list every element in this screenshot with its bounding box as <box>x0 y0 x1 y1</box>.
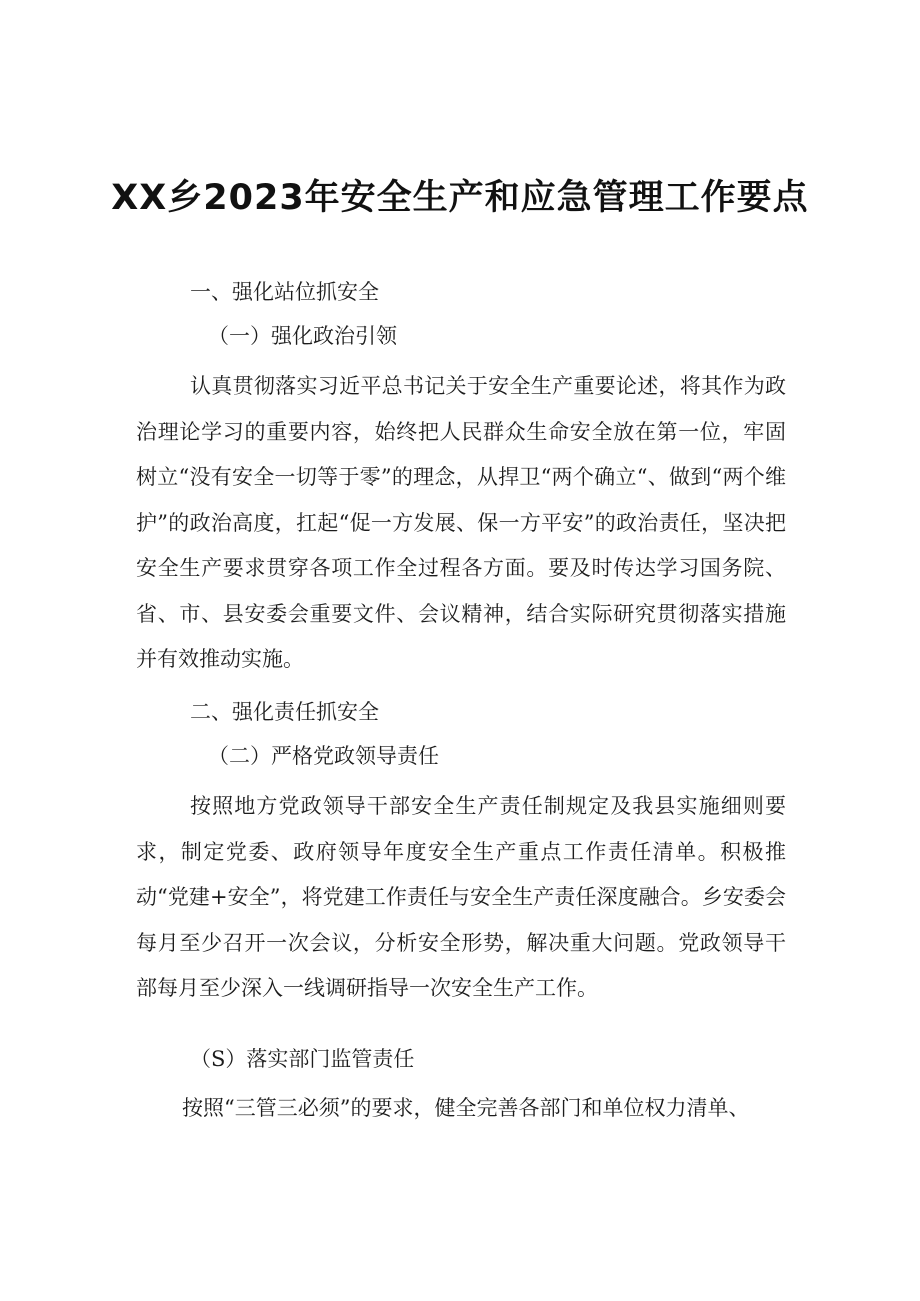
section-paragraph-3: 按照“三管三必须”的要求，健全完善各部门和单位权力清单、 <box>182 1096 750 1120</box>
section-subheading-2: （二）严格党政领导责任 <box>208 744 439 768</box>
section-heading-2: 二、强化责任抓安全 <box>190 700 379 724</box>
section-heading-1: 一、强化站位抓安全 <box>190 280 379 304</box>
section-paragraph-1: 认真贯彻落实习近平总书记关于安全生产重要论述，将其作为政治理论学习的重要内容，始终把人民群众生命安全放在第一位，牢固树立“没有安全一切等于零”的理念，从捍卫“两个确立“、做到“两个维护”的政治高度，扛起“促一方发展、保一方平安”的政治责任，坚决把安全生产要求贯穿各项工作全过程各方面。要及时传达学习国务院、省、市、县安委会重要文件、会议精神，结合实际研究贯彻落实措施并有效推动实施。 <box>136 374 786 671</box>
section-paragraph-2: 按照地方党政领导干部安全生产责任制规定及我县实施细则要求，制定党委、政府领导年度安全生产重点工作责任清单。积极推动“党建+安全”，将党建工作责任与安全生产责任深度融合。乡安委会每月至少召开一次会议，分析安全形势，解决重大问题。党政领导干部每月至少深入一线调研指导一次安全生产工作。 <box>136 794 786 1000</box>
section-subheading-1: （一）强化政治引领 <box>208 324 397 348</box>
section-subheading-3: （S）落实部门监管责任 <box>190 1047 415 1071</box>
document-title: XX乡2023年安全生产和应急管理工作要点 <box>111 178 809 218</box>
